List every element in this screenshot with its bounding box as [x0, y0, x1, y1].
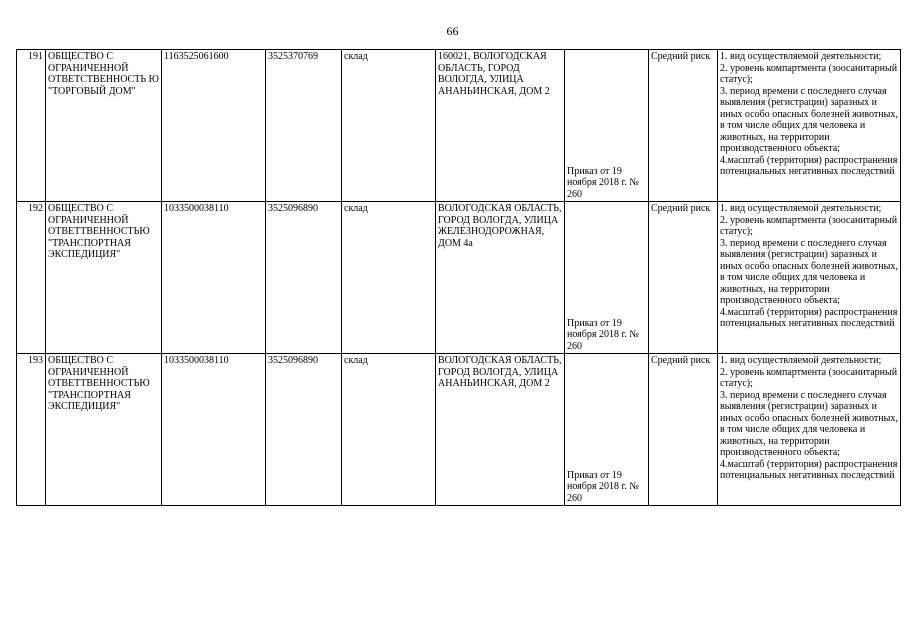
criteria-item: 4.масштаб (территория) распространения потенциальных негативных последствий: [720, 458, 898, 481]
criteria-cell: [718, 202, 901, 354]
risk-category-cell: Средний риск: [649, 50, 718, 202]
ogrn-cell: 1033500038110: [162, 202, 266, 354]
table-row: [17, 202, 901, 354]
object-type-cell: склад: [342, 202, 436, 354]
organization-name: ОБЩЕСТВО С ОГРАНИЧЕННОЙ ОТВЕТТВЕННОСТЬЮ "ТРАНСПОРТНАЯ ЭКСПЕДИЦИЯ": [46, 202, 162, 354]
organization-name: ОБЩЕСТВО С ОГРАНИЧЕННОЙ ОТВЕТТВЕННОСТЬЮ "ТРАНСПОРТНАЯ ЭКСПЕДИЦИЯ": [46, 354, 162, 506]
row-number: 191: [17, 50, 46, 202]
table-row: [17, 354, 901, 506]
address-cell: ВОЛОГОДСКАЯ ОБЛАСТЬ, ГОРОД ВОЛОГДА, УЛИЦА ЖЕЛЕЗНОДОРОЖНАЯ, ДОМ 4а: [436, 202, 565, 354]
criteria-item: 4.масштаб (территория) распространения потенциальных негативных последствий: [720, 306, 898, 329]
criteria-item: 2. уровень компартмента (зоосанитарный статус);: [720, 366, 898, 389]
row-number: 193: [17, 354, 46, 506]
organization-name: ОБЩЕСТВО С ОГРАНИЧЕННОЙ ОТВЕТСТВЕННОСТЬ Ю "ТОРГОВЫЙ ДОМ": [46, 50, 162, 202]
criteria-cell: [718, 354, 901, 506]
table-row: [17, 50, 901, 202]
page-number: 66: [446, 24, 459, 38]
criteria-item: 2. уровень компартмента (зоосанитарный статус);: [720, 62, 898, 85]
inn-cell: 3525370769: [266, 50, 342, 202]
inn-cell: 3525096890: [266, 202, 342, 354]
row-number: 192: [17, 202, 46, 354]
criteria-item: 3. период времени с последнего случая выявления (регистрации) заразных и иных особо опасных болезней животных, в том числе общих для человека и животных, на территории производственного объекта;: [720, 85, 898, 154]
criteria-cell: [718, 50, 901, 202]
criteria-item: 1. вид осуществляемой деятельности;: [720, 355, 882, 366]
risk-category-cell: Средний риск: [649, 354, 718, 506]
ogrn-cell: 1163525061600: [162, 50, 266, 202]
object-type-cell: склад: [342, 50, 436, 202]
criteria-item: 4.масштаб (территория) распространения потенциальных негативных последствий: [720, 154, 898, 177]
address-cell: 160021, ВОЛОГОДСКАЯ ОБЛАСТЬ, ГОРОД ВОЛОГДА, УЛИЦА АНАНЬИНСКАЯ, ДОМ 2: [436, 50, 565, 202]
address-cell: ВОЛОГОДСКАЯ ОБЛАСТЬ, ГОРОД ВОЛОГДА, УЛИЦА АНАНЬИНСКАЯ, ДОМ 2: [436, 354, 565, 506]
criteria-item: 3. период времени с последнего случая выявления (регистрации) заразных и иных особо опасных болезней животных, в том числе общих для человека и животных, на территории производственного объекта;: [720, 237, 898, 306]
criteria-item: 3. период времени с последнего случая выявления (регистрации) заразных и иных особо опасных болезней животных, в том числе общих для человека и животных, на территории производственного объекта;: [720, 389, 898, 458]
order-cell: Приказ от 19 ноября 2018 г. № 260: [565, 202, 649, 354]
order-cell: Приказ от 19 ноября 2018 г. № 260: [565, 50, 649, 202]
criteria-item: 1. вид осуществляемой деятельности;: [720, 203, 882, 214]
ogrn-cell: 1033500038110: [162, 354, 266, 506]
inn-cell: 3525096890: [266, 354, 342, 506]
risk-category-cell: Средний риск: [649, 202, 718, 354]
registry-table: [16, 49, 901, 506]
object-type-cell: склад: [342, 354, 436, 506]
order-cell: Приказ от 19 ноября 2018 г. № 260: [565, 354, 649, 506]
criteria-item: 1. вид осуществляемой деятельности;: [720, 51, 882, 62]
criteria-item: 2. уровень компартмента (зоосанитарный статус);: [720, 214, 898, 237]
